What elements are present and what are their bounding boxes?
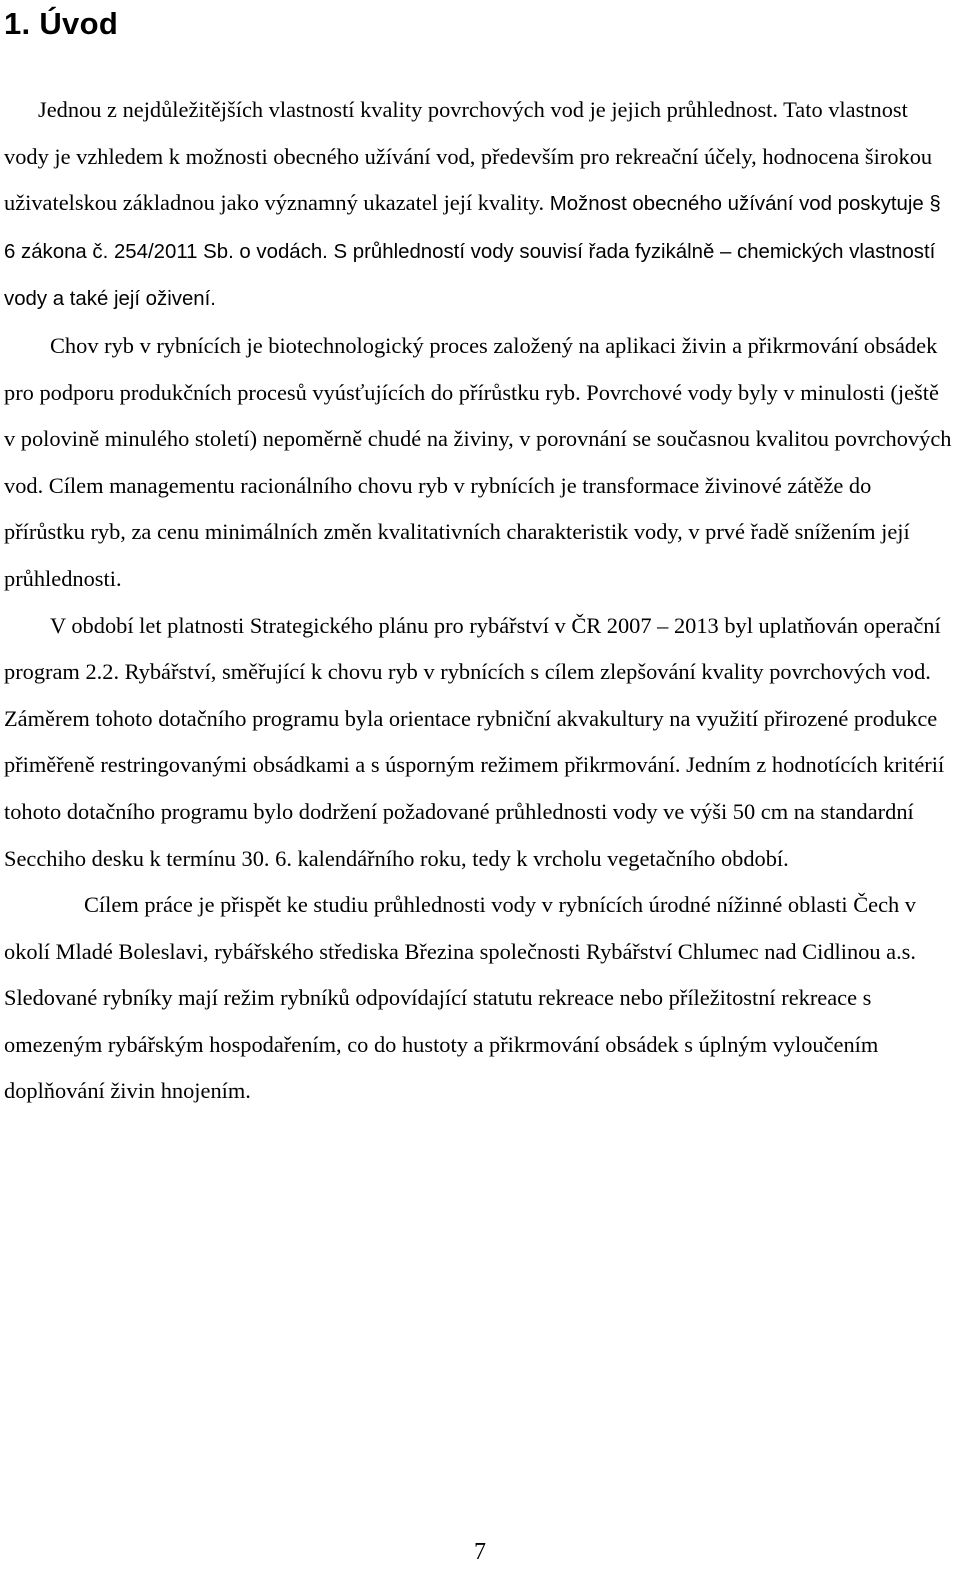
intro-run-serif: Jednou z nejdůležitějších vlastností kvality povrchových vod je jejich průhlednost. Tato vlastnost vody je vzhledem k možnosti obecného užívání vod, především pro rekreační účely, hodnocena širokou uživatelskou základnou jako významný ukazatel její kvality. (4, 97, 933, 216)
paragraph-intro (4, 87, 954, 323)
paragraph-fish-farming: Chov ryb v rybnících je biotechnologický proces založený na aplikaci živin a přikrmování obsádek pro podporu produkčních procesů vyúsťujících do přírůstku ryb. Povrchové vody byly v minulosti (ještě v polovině minulého století) nepoměrně chudé na živiny, v porovnání se současnou kvalitou povrchových vod. Cílem managementu racionálního chovu ryb v rybnících je transformace živinové zátěže do přírůstku ryb, za cenu minimálních změn kvalitativních charakteristik vody, v prvé řadě snížením její průhlednosti. (4, 332, 952, 591)
paragraph-strategic-plan: V období let platnosti Strategického plánu pro rybářství v ČR 2007 – 2013 byl uplatňován operační program 2.2. Rybářství, směřující k chovu ryb v rybnících s cílem zlepšování kvality povrchových vod. Záměrem tohoto dotačního programu byla orientace rybniční akvakultury na využití přirozené produkce přiměřeně restringovanými obsádkami a s úsporným režimem přikrmování. Jedním z hodnotících kritérií tohoto dotačního programu bylo dodržení požadované průhlednosti vody ve výši 50 cm na standardní Secchiho desku k termínu 30. 6. kalendářního roku, tedy k vrcholu vegetačního období. (4, 612, 945, 871)
body-text (4, 87, 954, 1115)
paragraph-aim: Cílem práce je přispět ke studiu průhlednosti vody v rybnících úrodné nížinné oblasti Čech v okolí Mladé Boleslavi, rybářského střediska Březina společnosti Rybářství Chlumec nad Cidlinou a.s. Sledované rybníky mají režim rybníků odpovídající statutu rekreace nebo příležitostní rekreace s omezeným rybářským hospodařením, co do hustoty a přikrmování obsádek s úplným vyloučením doplňování živin hnojením. (4, 892, 916, 1104)
chapter-heading: 1. Úvod (4, 6, 119, 41)
page-number: 7 (474, 1539, 486, 1565)
intro-run-sans: Možnost obecného užívání vod poskytuje § 6 zákona č. 254/2011 Sb. o vodách. S průhledností vody souvisí řada fyzikálně – chemických vlastností vody a také její oživení. (4, 193, 941, 311)
